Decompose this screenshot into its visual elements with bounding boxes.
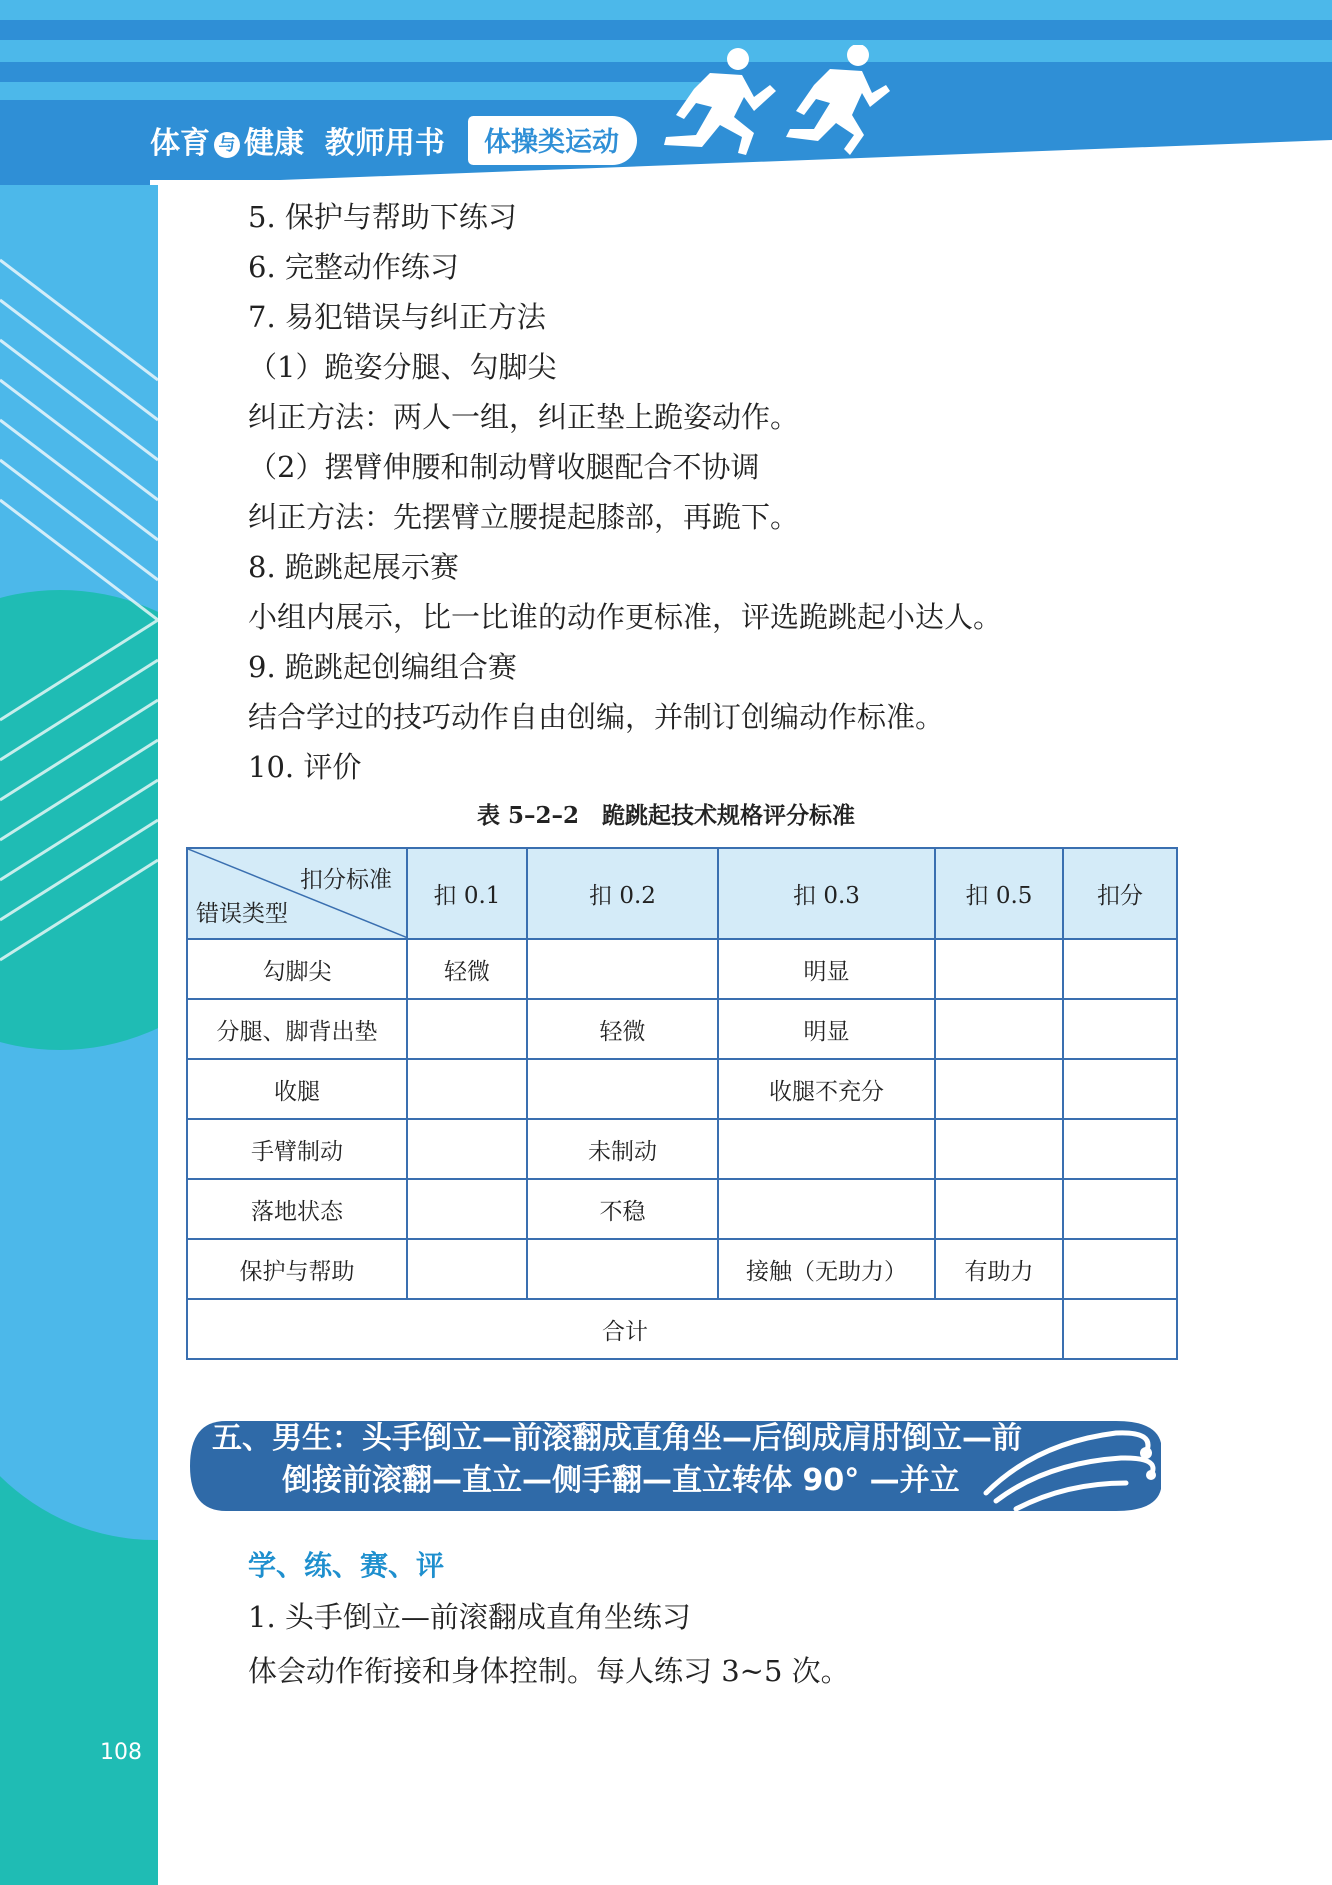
table-cell [1063,1179,1177,1239]
table-cell: 接触（无助力） [718,1239,935,1299]
table-cell [1063,939,1177,999]
text-line: 结合学过的技巧动作自由创编，并制订创编动作标准。 [248,700,945,734]
title-part-1: 体育 [150,126,210,161]
table-header: 扣 0.5 [935,848,1063,939]
table-cell [407,1239,527,1299]
corner-bottom-label: 错误类型 [196,901,288,927]
table-cell: 轻微 [527,999,718,1059]
table-cell: 明显 [718,939,935,999]
text-line: 6. 完整动作练习 [248,250,459,284]
text-line: 1. 头手倒立—前滚翻成直角坐练习 [248,1600,691,1634]
table-cell: 勾脚尖 [187,939,407,999]
text-line: 7. 易犯错误与纠正方法 [248,300,546,334]
page-number: 108 [100,1740,142,1765]
table-cell [527,939,718,999]
table-cell [935,1119,1063,1179]
table-cell [935,1179,1063,1239]
table-cell: 落地状态 [187,1179,407,1239]
table-cell: 有助力 [935,1239,1063,1299]
table-cell [527,1059,718,1119]
section-title-line1: 五、男生：头手倒立—前滚翻成直角坐—后倒成肩肘倒立—前 [212,1421,1022,1456]
title-circle: 与 [214,132,240,158]
text-line: 5. 保护与帮助下练习 [248,200,517,234]
table-cell [935,1059,1063,1119]
table-cell [407,1119,527,1179]
table-cell: 分腿、脚背出垫 [187,999,407,1059]
table-cell [407,999,527,1059]
table-cell [1063,999,1177,1059]
score-table [186,847,1178,1360]
table-cell: 明显 [718,999,935,1059]
text-line: 9. 跪跳起创编组合赛 [248,650,517,684]
table-cell: 手臂制动 [187,1119,407,1179]
section-title-line2: 倒接前滚翻—直立—侧手翻—直立转体 90° —并立 [282,1463,960,1498]
total-value [1063,1299,1177,1359]
table-corner-cell [187,848,407,939]
title-part-3: 教师用书 [324,126,445,161]
runners-icon [650,45,890,164]
section-subheading: 学、练、赛、评 [248,1549,445,1582]
text-line: 纠正方法：先摆臂立腰提起膝部，再跪下。 [248,500,800,534]
table-header: 扣 0.2 [527,848,718,939]
side-decoration [0,0,158,1885]
table-cell: 未制动 [527,1119,718,1179]
text-line: 纠正方法：两人一组，纠正垫上跪姿动作。 [248,400,800,434]
table-cell [718,1179,935,1239]
table-header: 扣 0.1 [407,848,527,939]
text-line: 小组内展示，比一比谁的动作更标准，评选跪跳起小达人。 [248,600,1003,634]
chapter-tag: 体操类运动 [468,116,637,165]
section-title [212,1418,1022,1502]
table-caption: 表 5–2–2 跪跳起技术规格评分标准 [476,802,856,829]
table-row [187,1119,1177,1179]
text-line: （1）跪姿分腿、勾脚尖 [248,350,557,384]
total-label: 合计 [187,1299,1063,1359]
table-cell [407,1059,527,1119]
book-title [150,118,445,162]
table-cell [718,1119,935,1179]
table-header-row [187,848,1177,939]
table-row [187,1179,1177,1239]
table-cell: 轻微 [407,939,527,999]
title-part-2: 健康 [244,126,304,161]
text-line: （2）摆臂伸腰和制动臂收腿配合不协调 [248,450,760,484]
table-row [187,999,1177,1059]
table-cell: 不稳 [527,1179,718,1239]
table-header: 扣 0.3 [718,848,935,939]
table-cell [407,1179,527,1239]
corner-top-label: 扣分标准 [300,867,392,893]
table-cell [935,939,1063,999]
text-line: 体会动作衔接和身体控制。每人练习 3~5 次。 [248,1654,850,1688]
table-row [187,1059,1177,1119]
text-line: 10. 评价 [248,750,362,784]
table-cell: 保护与帮助 [187,1239,407,1299]
body-text [248,192,1248,792]
table-cell [527,1239,718,1299]
table-total-row [187,1299,1177,1359]
table-row [187,1239,1177,1299]
table-row [187,939,1177,999]
text-line: 8. 跪跳起展示赛 [248,550,459,584]
table-cell [1063,1119,1177,1179]
table-header: 扣分 [1063,848,1177,939]
table-cell [935,999,1063,1059]
table-cell [1063,1239,1177,1299]
table-cell: 收腿 [187,1059,407,1119]
table-cell [1063,1059,1177,1119]
table-cell: 收腿不充分 [718,1059,935,1119]
